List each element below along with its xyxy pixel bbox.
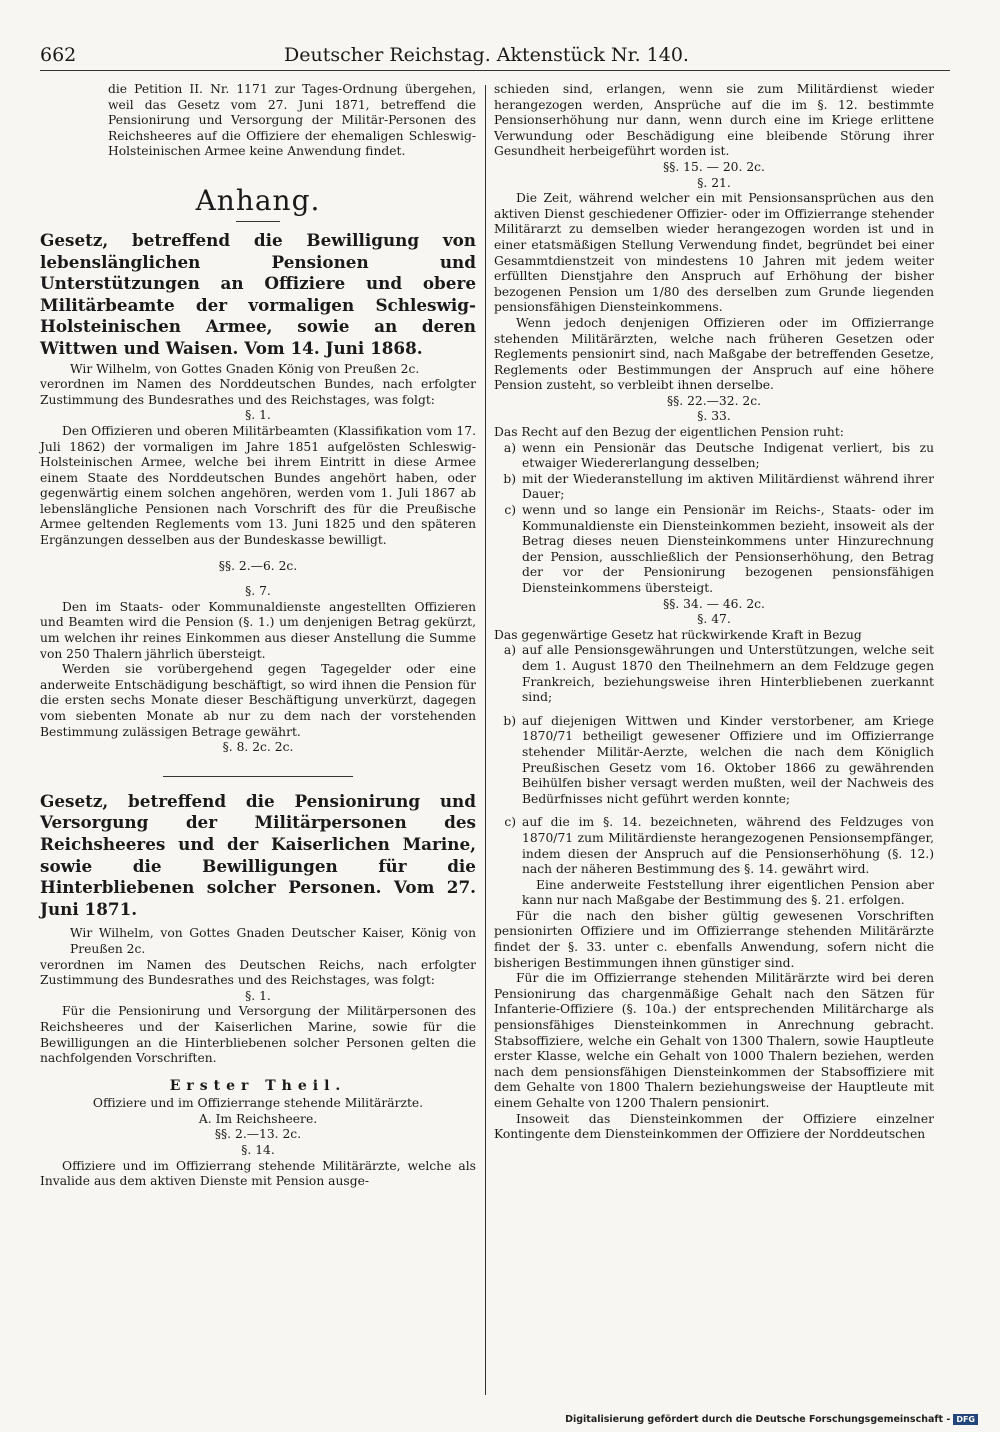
list-item-text: auf alle Pensionsgewährungen und Unterstützungen, welche seit dem 1. August 1870 den Theilnehmern an dem Feldzuge gegen Frankreich, beziehungsweise ihren Hinterbliebenen zuerkannt sind; [522,643,934,705]
dfg-logo: DFG [953,1414,978,1425]
section-34-46: §§. 34. — 46. 2c. [663,596,765,611]
law1-section-2-6: §§. 2.—6. 2c. [218,558,298,573]
law1-section-1-text: Den Offizieren und oberen Militärbeamten (Klassifikation vom 17. Juli 1862) der vormaligen im Jahre 1851 aufgelösten Schleswig-Holsteinischen Armee, welche bei ihrem Eintritt in diese Armee einem Staate des Norddeutschen Bundes angehört haben, oder gegenwärtig einem solchen angehören, werden vom 1. Juli 1867 ab lebenslängliche Pensionen nach Vorschrift des für die Preußische Armee geltenden Reglements vom 13. Juni 1825 und den späteren Ergänzungen desselben aus der Bundeskasse bewilligt. [40,423,476,548]
law1-preamble: Wir Wilhelm, von Gottes Gnaden König von Preußen 2c. [70,361,420,376]
list-item-key: b) [503,471,516,486]
heading-rule [236,221,280,222]
law2-section-14-text: Offiziere und im Offizierrang stehende Militärärzte, welche als Invalide aus dem aktiven Dienste mit Pension ausge- [40,1158,476,1189]
section-a-heading: A. Im Reichsheere. [198,1111,318,1126]
list-item [494,503,934,597]
intro-paragraph: die Petition II. Nr. 1171 zur Tages-Ordnung übergehen, weil das Gesetz vom 27. Juni 1871, betreffend die Pensionirung und Versorgung der Militär-Personen des Reichsheeres auf die Offiziere der ehemaligen Schleswig-Holsteinischen Armee keine Anwendung findet. [108,82,476,159]
list-item [494,472,934,503]
credit-text: Digitalisierung gefördert durch die Deutsche Forschungsgemeinschaft - [565,1414,951,1425]
paragraph-3: Insoweit das Diensteinkommen der Offiziere einzelner Kontingente dem Diensteinkommen der Offiziere der Norddeutschen [494,1111,934,1142]
list-item [494,441,934,472]
section-47-subparagraph: Eine anderweite Feststellung ihrer eigentlichen Pension aber kann nur nach Maßgabe der Bestimmung des §. 21. erfolgen. [522,877,934,908]
list-item-text: wenn und so lange ein Pensionär im Reichs-, Staats- oder im Kommunaldienste ein Diensteinkommen bezieht, insoweit als der Betrag dieses neuen Diensteinkommens unter Hinzurechnung der Pension, ausschließlich der Pensionserhöhung, den Betrag der vor der Pensionirung bezogenen pensionsfähigen Diensteinkommens übersteigt. [522,503,934,595]
law2-section-1: §. 1. [245,988,271,1003]
law1-title: Gesetz, betreffend die Bewilligung von lebenslänglichen Pensionen und Unterstützungen an Offiziere und obere Militärbeamte der vormaligen Schleswig-Holsteinischen Armee, sowie an deren Wittwen und Waisen. Vom 14. Juni 1868. [40,229,476,358]
list-item-key: c) [504,815,516,830]
list-item-text: wenn ein Pensionär das Deutsche Indigenat verliert, bis zu etwaiger Wiedererlangung desselben; [522,440,934,471]
section-22-32: §§. 22.—32. 2c. [666,393,762,408]
list-item-key: c) [504,503,516,518]
digitization-credit [565,1414,978,1425]
column-divider [485,85,486,1395]
section-33: §. 33. [697,409,731,424]
list-item-text: auf die im §. 14. bezeichneten, während des Feldzuges von 1870/71 zum Militärdienste herangezogenen Pensionsempfänger, indem diesen der Anspruch auf die Pensionserhöhung (§. 12.) nach der näheren Bestimmung des §. 14. gewährt wird. [522,815,934,877]
appendix-heading: Anhang. [195,183,321,217]
left-column [40,82,476,1190]
part-one-heading: Erster Theil. [169,1077,347,1094]
law2-section-1-text: Für die Pensionirung und Versorgung der Militärpersonen des Reichsheeres und der Kaiserlichen Marine, sowie für die Bewilligungen an die Hinterbliebenen solcher Personen gelten die nachfolgenden Vorschriften. [40,1004,476,1066]
law2-enactment: verordnen im Namen des Deutschen Reichs, nach erfolgter Zustimmung des Bundesrathes und des Reichstages, was folgt: [40,957,476,988]
section-21-text: Die Zeit, während welcher ein mit Pensionsansprüchen aus den aktiven Dienst geschiedener Offizier- oder im Offizierrange stehender Militärarzt zu demselben wieder herangezogen worden ist und in einer etatsmäßigen Stellung Verwendung findet, begründet bei einer Gesammtdienstzeit von mindestens 10 Jahren mit jedem weiter erfüllten Dienstjahre den Anspruch auf Erhöhung der bisher bezogenen Pension um 1/80 des derselben zum Grunde liegenden pensionsfähigen Diensteinkommens. [494,191,934,315]
law-separator-rule [163,776,353,777]
section-33-intro: Das Recht auf den Bezug der eigentlichen Pension ruht: [494,425,844,440]
law2-preamble: Wir Wilhelm, von Gottes Gnaden Deutscher Kaiser, König von Preußen 2c. [70,926,476,956]
list-item-key: a) [503,440,516,455]
law2-section-2-13: §§. 2.—13. 2c. [214,1127,302,1142]
list-item-text: mit der Wiederanstellung im aktiven Militärdienst während ihrer Dauer; [522,471,934,502]
part-one-subheading: Offiziere und im Offizierrange stehende Militärärzte. [92,1096,424,1111]
right-column [494,82,934,1143]
continued-paragraph: schieden sind, erlangen, wenn sie zum Militärdienst wieder herangezogen werden, Ansprüche auf die im §. 12. bestimmte Pensionserhöhung nur dann, wenn durch eine im Kriege erlittene Verwundung oder Beschädigung eine bleibende Störung ihrer Gesundheit herbeigeführt worden ist. [494,82,934,159]
list-item [494,815,934,877]
list-item [494,714,934,808]
page-header [40,40,950,71]
section-15-20: §§. 15. — 20. 2c. [663,159,765,174]
list-item-key: b) [503,713,516,728]
law2-title: Gesetz, betreffend die Pensionirung und Versorgung der Militärpersonen des Reichsheeres und der Kaiserlichen Marine, sowie die Bewilligungen für die Hinterbliebenen solcher Personen. Vom 27. Juni 1871. [40,790,476,919]
section-21: §. 21. [697,175,731,190]
list-item [494,643,934,705]
list-item-text: auf diejenigen Wittwen und Kinder verstorbener, am Kriege 1870/71 betheiligt gewesener Offiziere und im Offizierrange stehender Militär-Aerzte, welchen die nach dem Königlich Preußischen Gesetz vom 16. Oktober 1866 zu gewährenden Beihülfen bisher versagt werden mußten, weil der Nachweis des Bedürfnisses nicht geführt werden konnte; [522,713,934,806]
paragraph-1: Für die nach den bisher gültig gewesenen Vorschriften pensionirten Offiziere und im Offizierrange stehenden Militärärzte findet der §. 33. unter c. ebenfalls Anwendung, sofern nicht die bisherigen Bestimmungen ihnen günstiger sind. [494,908,934,970]
paragraph-2: Für die im Offizierrange stehenden Militärärzte wird bei deren Pensionirung das chargenmäßige Gehalt nach den Sätzen für Infanterie-Offiziere (§. 10a.) der entsprechenden Militärcharge als pensionsfähiges Diensteinkommen in Anrechnung gebracht. Stabsoffiziere, welche ein Gehalt von 1300 Thalern, sowie Hauptleute erster Klasse, welche ein Gehalt von 1000 Thalern beziehen, werden nach dem pensionsfähigen Diensteinkommen der Stabsoffiziere mit dem Gehalte von 1800 Thalern beziehungsweise der Hauptleute mit einem Gehalte von 1200 Thalern pensionirt. [494,971,934,1110]
section-47-intro: Das gegenwärtige Gesetz hat rückwirkende Kraft in Bezug [494,627,862,642]
running-title: Deutscher Reichstag. Aktenstück Nr. 140. [284,44,689,66]
law1-section-7-text: Den im Staats- oder Kommunaldienste angestellten Offizieren und Beamten wird die Pension (§. 1.) um denjenigen Betrag gekürzt, um welchen ihr reines Einkommen aus dieser Anstellung die Summe von 250 Thalern jährlich übersteigt. [40,599,476,661]
law1-section-7-text-2: Werden sie vorübergehend gegen Tagegelder oder eine anderweite Entschädigung beschäftigt, so wird ihnen die Pension für die ersten sechs Monate dieser Beschäftigung unverkürzt, dagegen vom siebenten Monate ab nur zu dem nach der vorstehenden Bestimmung zulässigen Betrage gewährt. [40,662,476,739]
law2-section-14: §. 14. [241,1143,275,1158]
section-47: §. 47. [697,612,731,627]
list-item-key: a) [503,643,516,658]
section-21-text-2: Wenn jedoch denjenigen Offizieren oder im Offizierrange stehenden Militärärzten, welche nach früheren Gesetzen oder Reglements pensionirt sind, nach Maßgabe der betreffenden Gesetze, Reglements oder Bestimmungen der Anspruch auf eine höhere Pension zusteht, so verbleibt ihnen derselbe. [494,315,934,393]
page-number: 662 [40,44,77,66]
law1-section-1: §. 1. [245,408,271,423]
law1-enactment: verordnen im Namen des Norddeutschen Bundes, nach erfolgter Zustimmung des Bundesrathes und des Reichstages, was folgt: [40,377,476,407]
law1-section-7: §. 7. [245,584,271,599]
law1-section-8: §. 8. 2c. 2c. [222,740,294,755]
